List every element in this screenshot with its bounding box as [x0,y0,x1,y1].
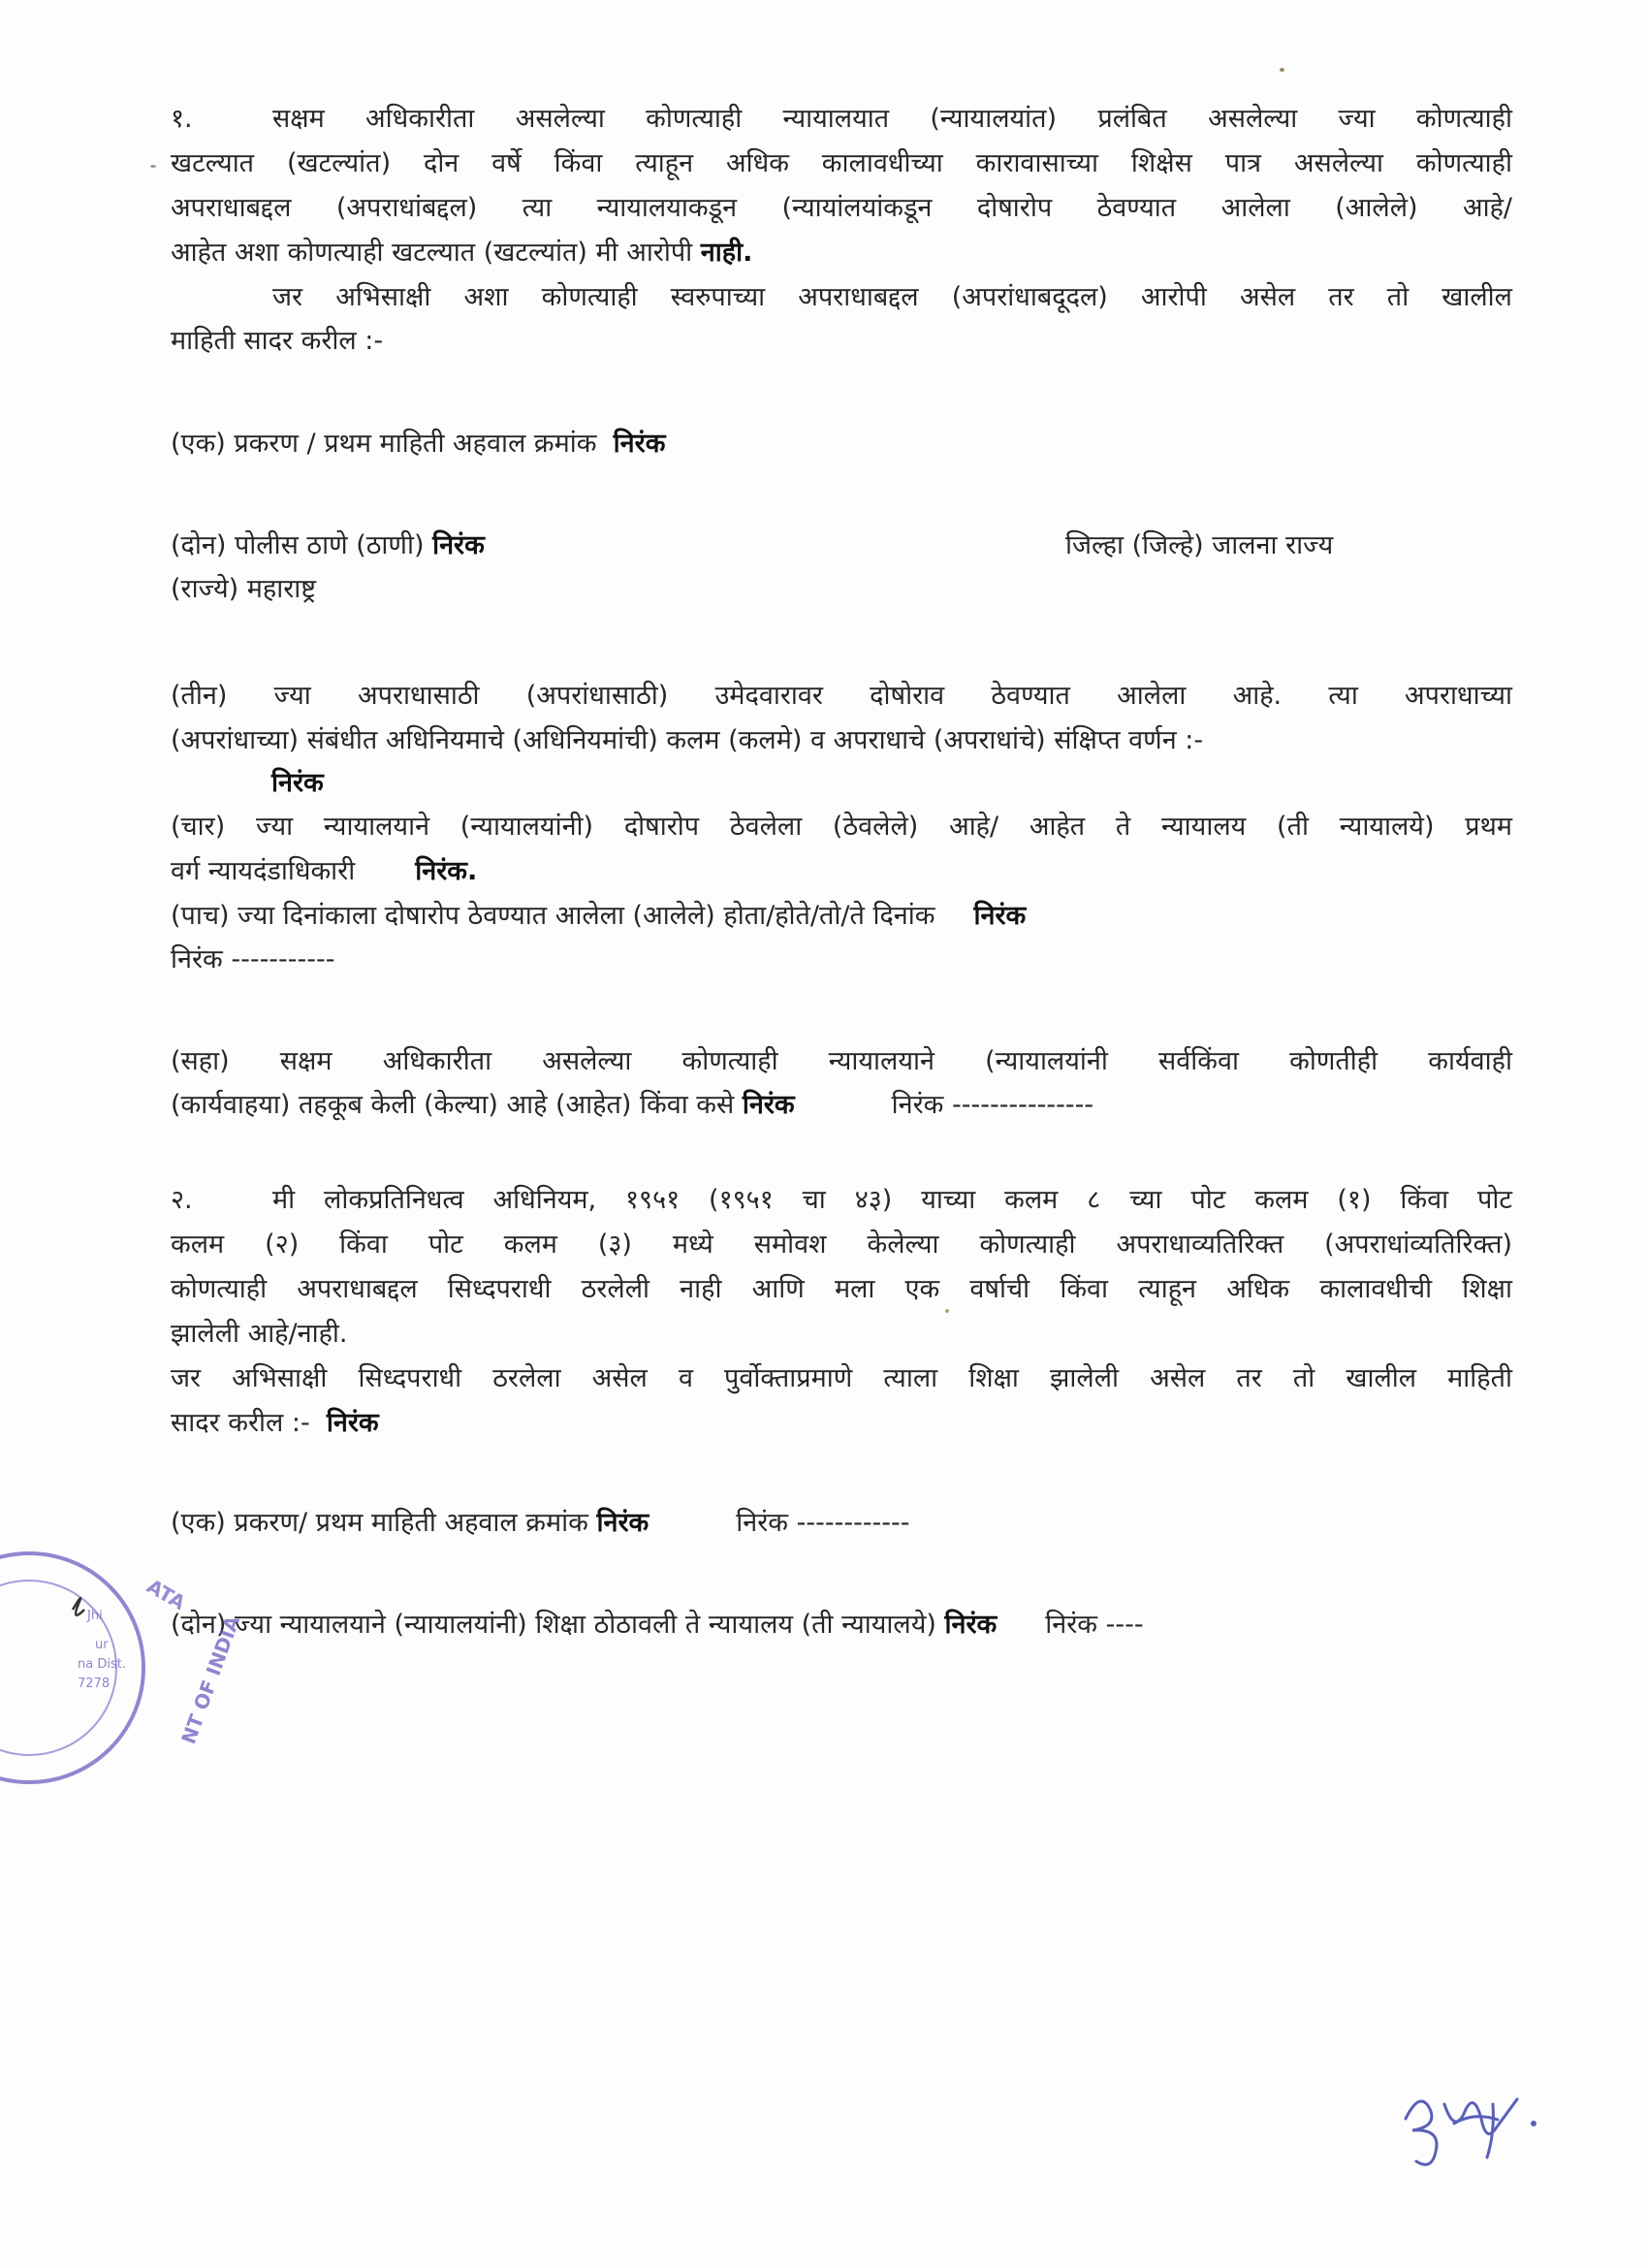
stamp-text-top: ATA [143,1574,190,1615]
stamp-text-side: NT OF INDIA [176,1613,245,1747]
stamp-line-4: 7278 [78,1677,111,1691]
scan-speck [945,1309,949,1313]
section-1-number: १. [171,104,193,134]
s1-item4-line-1: (चार) ज्या न्यायालयाने (न्यायालयांनी) दोषारोप ठेवलेला (ठेवलेले) आहे/ आहेत ते न्यायालय (ती न्यायालये) प्रथम [171,812,1512,842]
s1-item1: (एक) प्रकरण / प्रथम माहिती अहवाल क्रमांक निरंक [171,429,666,459]
office-stamp [58,1551,245,1784]
s1-item4-line-2: वर्ग न्यायदंडाधिकारी निरंक. [171,856,478,886]
s1-line-4: आहेत अशा कोणत्याही खटल्यात (खटल्यांत) मी आरोपी नाही. [171,238,753,268]
s2-line-1: २. मी लोकप्रतिनिधत्व अधिनियम, १९५१ (१९५१ चा ४३) याच्या कलम ८ च्या पोट कलम (१) किंवा पोट [171,1173,1512,1228]
stamp-line-3: na Dist. [78,1657,126,1672]
s1-item2-state: (राज्ये) महाराष्ट्र [171,574,317,604]
s1-item3-value: निरंक [271,768,324,798]
s1-line-1: १. सक्षम अधिकारीता असलेल्या कोणत्याही न्यायालयात (न्यायालयांत) प्रलंबित असलेल्या ज्या कोणत्याही [171,92,1512,146]
s1-item3-line-1: (तीन) ज्या अपराधासाठी (अपरांधासाठी) उमेदवारावर दोषोराव ठेवण्यात आलेला आहे. त्या अपराधाच्या [171,681,1512,711]
s1-item6-line-1: (सहा) सक्षम अधिकारीता असलेल्या कोणत्याही न्यायालयाने (न्यायालयांनी सर्वकिंवा कोणतीही कार्यवाही [171,1046,1512,1076]
s2-note-line-2: सादर करील :- निरंक [171,1408,379,1438]
s1-line-3: अपराधाबद्दल (अपराधांबद्दल) त्या न्यायालयाकडून (न्यायांलयांकडून दोषारोप ठेवण्यात आलेला (आलेले) आहे/ [171,193,1512,223]
s1-item5-extra: निरंक ----------- [171,944,335,974]
s1-note-line-1: जर अभिसाक्षी अशा कोणत्याही स्वरुपाच्या अपराधाबद्दल (अपरांधाबदूदल) आरोपी असेल तर तो खालील [272,282,1512,312]
s1-item2: (दोन) पोलीस ठाणे (ठाणी) निरंक [171,530,485,560]
s2-line-2: कलम (२) किंवा पोट कलम (३) मध्ये समोवश केलेल्या कोणत्याही अपराधाव्यतिरिक्त (अपराधांव्यतिरिक्त) [171,1230,1512,1260]
s2-item2: (दोन) ज्या न्यायालयाने (न्यायालयांनी) शिक्षा ठोठावली ते न्यायालय (ती न्यायालये) निरंक निरंक ---- [171,1610,1144,1640]
s1-item5: (पाच) ज्या दिनांकाला दोषारोप ठेवण्यात आलेला (आलेले) होता/होते/तो/ते दिनांक निरंक [171,901,1027,931]
s1-line-2: खटल्यात (खटल्यांत) दोन वर्षे किंवा त्याहून अधिक कालावधीच्या कारावासाच्या शिक्षेस पात्र असलेल्या कोणत्याही [171,148,1512,178]
s1-note-line-2: माहिती सादर करील :- [171,326,384,356]
stamp-line-1: Jhi [87,1609,103,1623]
section-2-number: २. [171,1185,193,1215]
s1-item2-district: जिल्हा (जिल्हे) जालना राज्य [1065,530,1334,560]
s2-item1: (एक) प्रकरण/ प्रथम माहिती अहवाल क्रमांक निरंक निरंक ------------ [171,1508,910,1538]
stamp-handwritten-mark [73,1598,84,1615]
scan-speck [150,165,156,168]
s2-note-line-1: जर अभिसाक्षी सिध्दपराधी ठरलेला असेल व पुर्वोक्ताप्रमाणे त्याला शिक्षा झालेली असेल तर तो खालील माहिती [171,1363,1512,1393]
stamp-line-2: ur [95,1638,109,1652]
s2-line-3: कोणत्याही अपराधाबद्दल सिध्दपराधी ठरलेली नाही आणि मला एक वर्षाची किंवा त्याहून अधिक कालावधीची शिक्षा [171,1274,1512,1304]
s1-answer: नाही. [700,238,753,268]
s1-item6-line-2: (कार्यवाहया) तहकूब केली (केल्या) आहे (आहेत) किंवा कसे निरंक निरंक --------------- [171,1090,1094,1120]
scan-speck [1280,68,1284,72]
s2-line-4: झालेली आहे/नाही. [171,1319,348,1349]
s1-item3-line-2: (अपरांधाच्या) संबंधीत अधिनियमाचे (अधिनियमांची) कलम (कलमे) व अपराधाचे (अपराधांचे) संक्षिप्त वर्णन :- [171,725,1204,755]
signature [1386,2065,1580,2172]
